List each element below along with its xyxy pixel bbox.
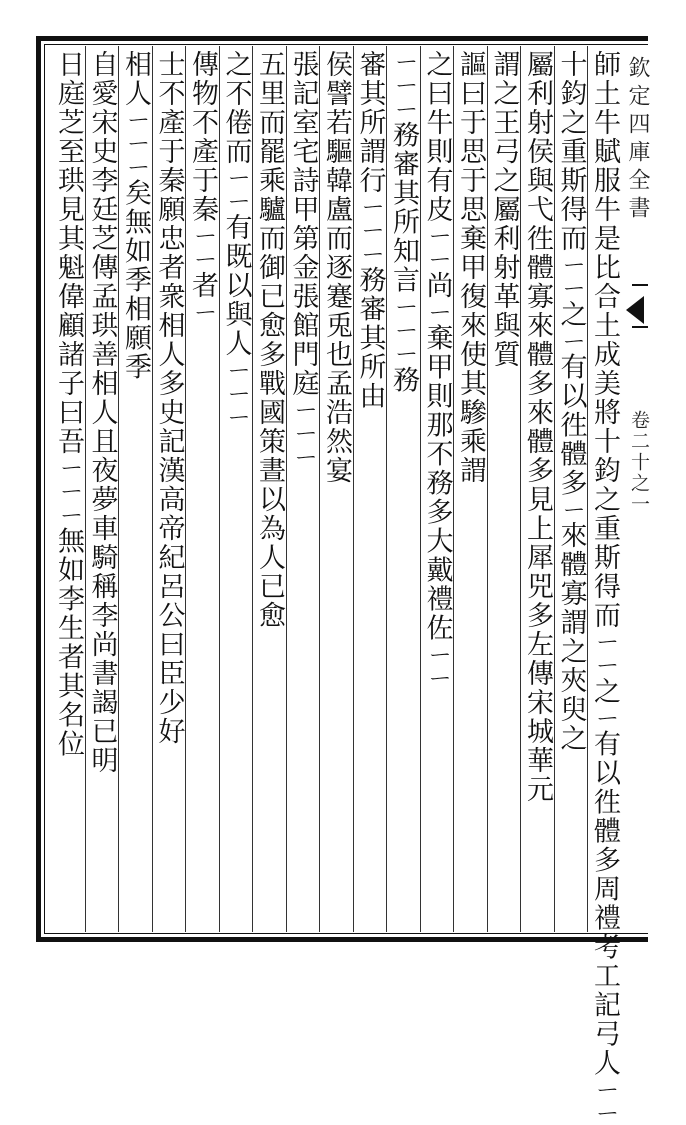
column-rule <box>353 46 354 932</box>
column-rule <box>587 46 588 932</box>
column-rule <box>252 46 253 932</box>
margin-rule-top <box>632 284 648 286</box>
text-column: 謂之王弓之屬利射革與質 <box>488 50 520 369</box>
column-rule <box>118 46 119 932</box>
text-column: 屬利射侯與弋徃體寡來體多來體多見上犀兕多左傳宋城華元 <box>522 50 553 804</box>
text-column: 十鈞之重斯得而ㄧㄧ之ㄧ有以徃體多ㄧ來體寡謂之夾臾之 <box>555 50 587 754</box>
text-column: 之不倦而ㄧㄧ有既以與人ㄧㄧㄧ <box>220 50 252 430</box>
text-column: 審其所謂行ㄧㄧㄧ務審其所由 <box>354 50 386 411</box>
column-rule <box>219 46 220 932</box>
text-column: 之曰牛則有皮ㄧㄧ尚ㄧ棄甲則那不務多大戴禮佐ㄧㄧ <box>421 50 453 691</box>
text-column: 自愛宋史李廷芝傳孟珙善相人且夜夢車騎稱李尚書謁已明 <box>86 50 118 775</box>
text-column: 相人ㄧㄧㄧ矣無如季相願季 <box>120 50 151 382</box>
text-column: ㄧㄧㄧ務審其所知言ㄧㄧㄧ務 <box>388 50 419 395</box>
column-rule <box>386 46 387 932</box>
column-rule <box>554 46 555 932</box>
column-rule <box>319 46 320 932</box>
column-rule <box>487 46 488 932</box>
text-column: 士不產于秦願忠者衆相人多史記漢高帝紀呂公曰臣少好 <box>153 50 185 746</box>
text-column: 侯譬若驅韓盧而逐蹇兎也孟浩然宴 <box>321 50 352 485</box>
column-rule <box>152 46 153 932</box>
text-column: 師土牛賦服牛是比合土成美將十鈞之重斯得而ㄧㄧ之ㄧ有以徃體多周禮考工記弓人ㄧㄧ <box>589 50 620 1125</box>
text-column: 五里而罷乘驢而御已愈多戰國策晝以為人已愈 <box>254 50 285 630</box>
column-rule <box>85 46 86 932</box>
margin-book-title: 欽定四庫全書 <box>625 56 650 224</box>
text-column: 謳曰于思于思棄甲復來使其驂乘謂 <box>455 50 486 485</box>
text-column: 傳物不產于秦ㄧㄧ者ㄧ <box>187 50 218 324</box>
column-rule <box>420 46 421 932</box>
margin-juan-number: 卷二十之一 <box>628 410 650 515</box>
fishtail-mark-icon <box>626 296 644 324</box>
column-rule <box>520 46 521 932</box>
margin-rule-bottom <box>632 326 648 328</box>
text-column: 日庭芝至珙見其魁偉顧諸子曰吾ㄧㄧㄧ無如李生者其名位 <box>53 50 84 759</box>
text-column: 張記室宅詩甲第金張館門庭ㄧㄧㄧ <box>287 50 319 469</box>
column-rule <box>185 46 186 932</box>
column-rule <box>453 46 454 932</box>
column-rule <box>286 46 287 932</box>
